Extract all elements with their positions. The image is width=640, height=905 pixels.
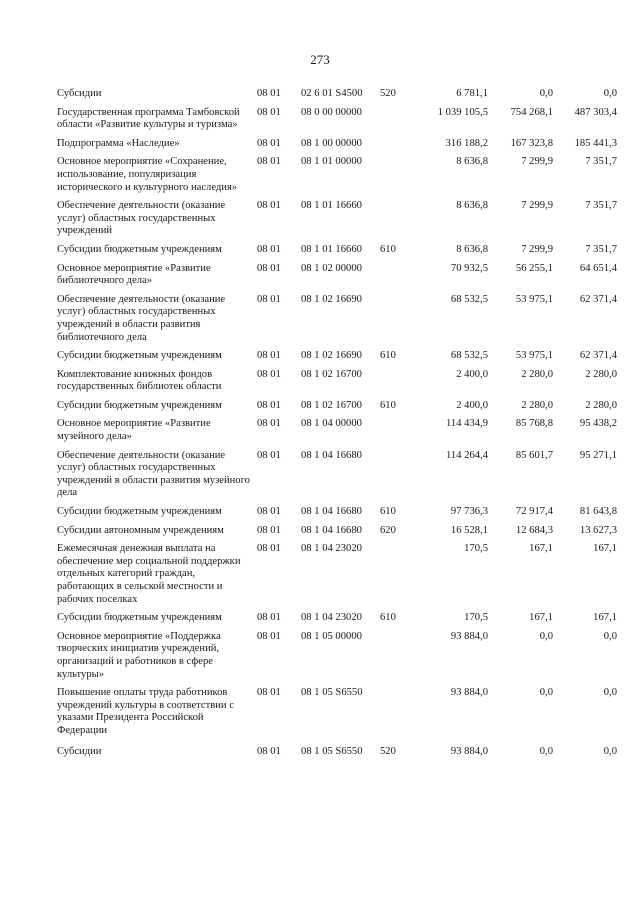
row-target-code: 08 1 02 16700 <box>301 399 362 411</box>
row-section-code: 08 01 <box>257 399 281 411</box>
table-row <box>57 200 617 238</box>
row-section-code: 08 01 <box>257 243 281 255</box>
row-amount-year1: 97 736,3 <box>450 506 488 518</box>
row-amount-year1: 2 400,0 <box>456 399 488 411</box>
row-amount-year1: 70 932,5 <box>450 262 488 274</box>
row-amount-year1: 8 636,8 <box>456 200 488 212</box>
row-amount-year1: 1 039 105,5 <box>437 106 488 118</box>
row-target-code: 08 1 04 16680 <box>301 506 362 518</box>
row-target-code: 08 1 04 16680 <box>301 524 362 536</box>
row-target-code: 08 1 01 00000 <box>301 156 362 168</box>
row-section-code: 08 01 <box>257 630 281 642</box>
row-amount-year3: 81 643,8 <box>579 506 617 518</box>
row-amount-year2: 167,1 <box>529 612 553 624</box>
table-row <box>57 263 617 288</box>
row-amount-year1: 93 884,0 <box>450 630 488 642</box>
row-expense-type: 520 <box>380 745 396 757</box>
table-row <box>57 612 617 625</box>
row-amount-year1: 93 884,0 <box>450 687 488 699</box>
row-target-code: 08 1 04 23020 <box>301 612 362 624</box>
row-amount-year2: 85 768,8 <box>515 418 553 430</box>
row-name: Комплектование книжных фондов государственных библиотек области <box>57 368 222 393</box>
row-name: Субсидии автономным учреждениям <box>57 524 224 536</box>
row-expense-type: 610 <box>380 612 396 624</box>
row-target-code: 08 1 02 16700 <box>301 368 362 380</box>
table-row <box>57 156 617 194</box>
row-name: Основное мероприятие «Развитие музейного дела» <box>57 418 211 443</box>
row-target-code: 08 0 00 00000 <box>301 106 362 118</box>
row-expense-type: 520 <box>380 88 396 99</box>
table-row <box>57 350 617 363</box>
row-name: Повышение оплаты труда работников учреждений культуры в соответствии с указами Президента Российской Федерации <box>57 687 234 736</box>
row-amount-year3: 95 271,1 <box>579 449 617 461</box>
row-amount-year1: 68 532,5 <box>450 350 488 362</box>
row-amount-year1: 68 532,5 <box>450 293 488 305</box>
row-amount-year2: 85 601,7 <box>515 449 553 461</box>
row-amount-year2: 2 280,0 <box>521 368 553 380</box>
row-target-code: 02 6 01 S4500 <box>301 88 363 99</box>
table-row <box>57 244 617 257</box>
row-name: Обеспечение деятельности (оказание услуг) областных государственных учреждений в области развития библиотечного дела <box>57 293 226 343</box>
row-amount-year1: 8 636,8 <box>456 156 488 168</box>
row-section-code: 08 01 <box>257 156 281 168</box>
table-row <box>57 631 617 681</box>
row-section-code: 08 01 <box>257 106 281 118</box>
row-amount-year3: 0,0 <box>603 88 617 99</box>
row-target-code: 08 1 00 00000 <box>301 137 362 149</box>
row-amount-year2: 72 917,4 <box>515 506 553 518</box>
row-amount-year2: 167,1 <box>529 543 553 555</box>
row-amount-year3: 0,0 <box>603 630 617 642</box>
row-name: Основное мероприятие «Развитие библиотечного дела» <box>57 262 211 287</box>
row-amount-year3: 2 280,0 <box>585 368 617 380</box>
row-name: Субсидии бюджетным учреждениям <box>57 506 222 518</box>
row-section-code: 08 01 <box>257 612 281 624</box>
row-amount-year1: 16 528,1 <box>450 524 488 536</box>
row-target-code: 08 1 01 16660 <box>301 243 362 255</box>
row-amount-year2: 53 975,1 <box>515 293 553 305</box>
row-amount-year2: 0,0 <box>539 745 553 757</box>
budget-table <box>57 88 617 764</box>
row-expense-type: 610 <box>380 350 396 362</box>
row-section-code: 08 01 <box>257 687 281 699</box>
row-target-code: 08 1 05 S6550 <box>301 687 363 699</box>
row-target-code: 08 1 02 00000 <box>301 262 362 274</box>
table-row <box>57 687 617 737</box>
row-section-code: 08 01 <box>257 137 281 149</box>
row-target-code: 08 1 04 00000 <box>301 418 362 430</box>
row-amount-year1: 316 188,2 <box>445 137 488 149</box>
row-name: Обеспечение деятельности (оказание услуг) областных государственных учреждений в области развития музейного дела <box>57 449 250 499</box>
row-section-code: 08 01 <box>257 506 281 518</box>
row-name: Субсидии бюджетным учреждениям <box>57 612 222 624</box>
row-name: Основное мероприятие «Сохранение, использование, популяризация исторического и культурного наследия» <box>57 156 238 193</box>
row-amount-year1: 114 264,4 <box>446 449 488 461</box>
row-target-code: 08 1 05 S6550 <box>301 745 363 757</box>
row-amount-year3: 62 371,4 <box>579 293 617 305</box>
table-row <box>57 450 617 500</box>
row-target-code: 08 1 04 23020 <box>301 543 362 555</box>
table-row <box>57 369 617 394</box>
row-name: Обеспечение деятельности (оказание услуг) областных государственных учреждений <box>57 200 226 237</box>
row-section-code: 08 01 <box>257 524 281 536</box>
row-section-code: 08 01 <box>257 293 281 305</box>
row-name: Ежемесячная денежная выплата на обеспечение мер социальной поддержки отдельных категорий граждан, работающих в сельской местности и рабочих поселках <box>57 543 241 605</box>
row-amount-year2: 167 323,8 <box>510 137 553 149</box>
row-name: Государственная программа Тамбовской области «Развитие культуры и туризма» <box>57 106 240 131</box>
row-amount-year2: 53 975,1 <box>515 350 553 362</box>
row-name: Субсидии <box>57 745 102 757</box>
row-amount-year2: 12 684,3 <box>515 524 553 536</box>
row-name: Подпрограмма «Наследие» <box>57 137 180 149</box>
row-name: Субсидии бюджетным учреждениям <box>57 243 222 255</box>
row-amount-year2: 56 255,1 <box>515 262 553 274</box>
row-amount-year2: 0,0 <box>539 687 553 699</box>
row-target-code: 08 1 04 16680 <box>301 449 362 461</box>
row-section-code: 08 01 <box>257 200 281 212</box>
row-amount-year3: 167,1 <box>593 612 617 624</box>
row-amount-year3: 95 438,2 <box>579 418 617 430</box>
table-row <box>57 746 617 759</box>
table-row <box>57 138 617 151</box>
row-section-code: 08 01 <box>257 543 281 555</box>
row-amount-year2: 7 299,9 <box>521 243 553 255</box>
row-amount-year1: 2 400,0 <box>456 368 488 380</box>
row-expense-type: 610 <box>380 506 396 518</box>
row-amount-year2: 0,0 <box>539 630 553 642</box>
row-amount-year2: 7 299,9 <box>521 200 553 212</box>
row-amount-year3: 13 627,3 <box>579 524 617 536</box>
table-row <box>57 418 617 443</box>
row-expense-type: 610 <box>380 243 396 255</box>
row-section-code: 08 01 <box>257 350 281 362</box>
row-amount-year3: 167,1 <box>593 543 617 555</box>
table-row <box>57 506 617 519</box>
row-section-code: 08 01 <box>257 449 281 461</box>
row-section-code: 08 01 <box>257 745 281 757</box>
table-row <box>57 543 617 606</box>
row-section-code: 08 01 <box>257 368 281 380</box>
row-amount-year2: 7 299,9 <box>521 156 553 168</box>
row-target-code: 08 1 01 16660 <box>301 200 362 212</box>
row-amount-year1: 93 884,0 <box>450 745 488 757</box>
row-amount-year3: 487 303,4 <box>574 106 617 118</box>
row-target-code: 08 1 02 16690 <box>301 293 362 305</box>
table-row <box>57 525 617 538</box>
row-target-code: 08 1 05 00000 <box>301 630 362 642</box>
row-name: Субсидии <box>57 88 102 99</box>
table-row <box>57 400 617 413</box>
row-amount-year2: 754 268,1 <box>510 106 553 118</box>
row-amount-year3: 0,0 <box>603 745 617 757</box>
row-amount-year2: 2 280,0 <box>521 399 553 411</box>
row-amount-year3: 0,0 <box>603 687 617 699</box>
row-name: Субсидии бюджетным учреждениям <box>57 350 222 362</box>
row-name: Основное мероприятие «Поддержка творческих инициатив учреждений, организаций и работников в сфере культуры» <box>57 630 221 680</box>
row-target-code: 08 1 02 16690 <box>301 350 362 362</box>
row-amount-year1: 170,5 <box>464 543 488 555</box>
row-amount-year3: 7 351,7 <box>585 200 617 212</box>
table-row <box>57 294 617 344</box>
row-amount-year1: 114 434,9 <box>446 418 488 430</box>
row-expense-type: 620 <box>380 524 396 536</box>
table-row <box>57 107 617 132</box>
page-number: 273 <box>310 52 330 67</box>
row-amount-year2: 0,0 <box>539 88 553 99</box>
row-amount-year1: 170,5 <box>464 612 488 624</box>
row-amount-year3: 62 371,4 <box>579 350 617 362</box>
row-section-code: 08 01 <box>257 418 281 430</box>
row-expense-type: 610 <box>380 399 396 411</box>
row-amount-year3: 2 280,0 <box>585 399 617 411</box>
table-row <box>57 88 617 101</box>
row-amount-year1: 6 781,1 <box>456 88 488 99</box>
row-amount-year3: 64 651,4 <box>579 262 617 274</box>
row-section-code: 08 01 <box>257 262 281 274</box>
row-amount-year3: 185 441,3 <box>574 137 617 149</box>
row-amount-year1: 8 636,8 <box>456 243 488 255</box>
row-amount-year3: 7 351,7 <box>585 156 617 168</box>
row-name: Субсидии бюджетным учреждениям <box>57 399 222 411</box>
row-section-code: 08 01 <box>257 88 281 99</box>
row-amount-year3: 7 351,7 <box>585 243 617 255</box>
